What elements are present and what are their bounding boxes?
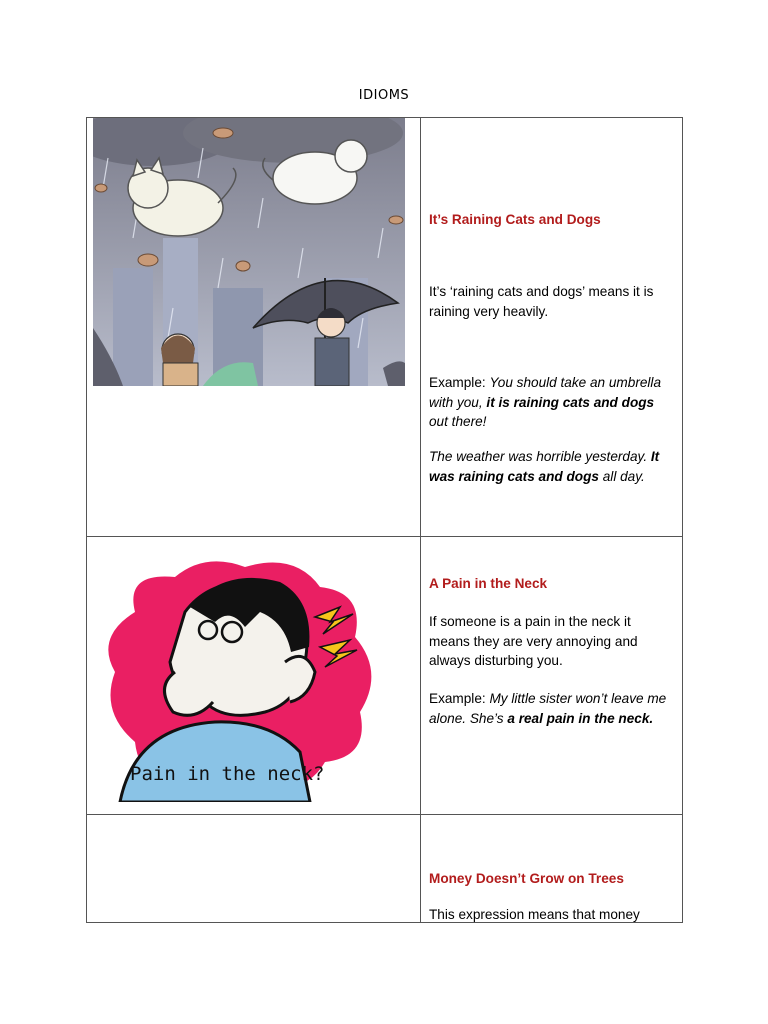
- example-label: Example:: [429, 691, 490, 706]
- idiom-row-money-trees: [87, 815, 682, 922]
- example-text: My little sister won’t leave me alone. She’s: [429, 691, 667, 726]
- idiom-example-2: [429, 447, 669, 486]
- example-bold: a real pain in the neck.: [507, 710, 654, 726]
- raining-cats-dogs-illustration: [93, 118, 405, 386]
- idiom-row-raining: [87, 118, 682, 537]
- idiom-heading: It’s Raining Cats and Dogs: [429, 212, 601, 227]
- text-cell: [429, 815, 669, 922]
- document-title: IDIOMS: [358, 88, 410, 103]
- image-cell: [87, 118, 421, 536]
- idiom-definition: It’s ‘raining cats and dogs’ means it is raining very heavily.: [429, 284, 654, 319]
- image-cell: [87, 815, 421, 922]
- idiom-definition: If someone is a pain in the neck it means they are very annoying and always disturbing you.: [429, 614, 638, 668]
- idiom-heading: Money Doesn’t Grow on Trees: [429, 871, 624, 886]
- example-text: You should take an umbrella with you,: [429, 375, 662, 410]
- idiom-definition: This expression means that money: [429, 907, 640, 922]
- text-cell: [429, 118, 669, 536]
- image-cell: [87, 537, 421, 814]
- idiom-example-1: [429, 689, 669, 728]
- example-label: Example:: [429, 375, 490, 390]
- example-end: out there!: [429, 414, 487, 429]
- example-text: The weather was horrible yesterday.: [429, 449, 651, 464]
- idiom-heading: A Pain in the Neck: [429, 576, 548, 591]
- idiom-example-1: [429, 373, 669, 432]
- example-end: all day.: [598, 468, 645, 484]
- idiom-row-pain-neck: [87, 537, 682, 815]
- text-cell: [429, 537, 669, 814]
- image-caption: Pain in the neck?: [130, 763, 325, 785]
- idiom-table: [86, 117, 683, 923]
- example-bold: it is raining cats and dogs: [486, 394, 655, 410]
- pain-in-neck-illustration: [95, 552, 385, 802]
- example-bold: It was raining cats and dogs: [429, 449, 660, 484]
